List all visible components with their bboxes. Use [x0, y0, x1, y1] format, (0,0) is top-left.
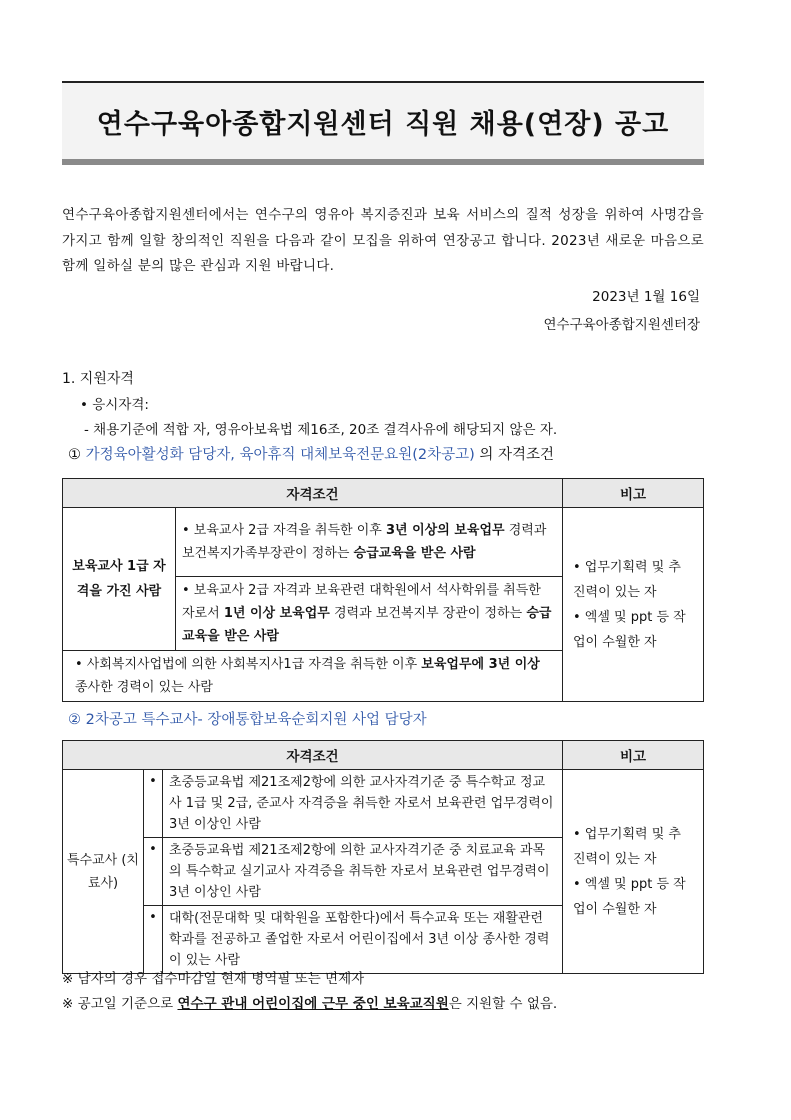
- note-military: ※ 남자의 경우 접수마감일 현재 병역필 또는 면제자: [62, 971, 365, 987]
- table2-header-note: 비고: [563, 741, 704, 770]
- page-title: 연수구육아종합지원센터 직원 채용(연장) 공고: [96, 108, 670, 140]
- subheading-1-number: ①: [68, 447, 81, 463]
- qualification-table-2: [62, 740, 704, 974]
- issuer: 연수구육아종합지원센터장: [543, 317, 700, 333]
- subheading-2: ② 2차공고 특수교사- 장애통합보육순회지원 사업 담당자: [68, 712, 427, 728]
- table2-note: • 업무기획력 및 추진력이 있는 자 • 엑셀 및 ppt 등 작업이 수월한 자: [563, 770, 704, 974]
- intro-paragraph: 연수구육아종합지원센터에서는 연수구의 영유아 복지증진과 보육 서비스의 질적 성장을 위하여 사명감을 가지고 함께 일할 창의적인 직원을 다음과 같이 모집을 위하여 연장공고 합니다. 2023년 새로운 마음으로 함께 일하실 분의 많은 관심과 지원 바랍니다.: [62, 207, 704, 274]
- table2-row-2: 초중등교육법 제21조제2항에 의한 교사자격기준 중 치료교육 과목의 특수학교 실기교사 자격증을 취득한 자로서 보육관련 업무경력이 3년 이상인 사람: [163, 838, 563, 906]
- table2-header-qual: 자격조건: [63, 741, 563, 770]
- table2-row-2-bullet: •: [144, 838, 163, 906]
- subheading-1-position: 가정육아활성화 담당자, 육아휴직 대체보육전문요원(2차공고): [85, 447, 475, 463]
- table1-row-2: • 보육교사 2급 자격과 보육관련 대학원에서 석사학위를 취득한 자로서 1년 이상 보육업무 경력과 보건복지부 장관이 정하는 승급교육을 받은 사람: [176, 577, 563, 651]
- eligibility-detail: - 채용기준에 적합 자, 영유아보육법 제16조, 20조 결격사유에 해당되지 않은 자.: [84, 422, 558, 438]
- title-box: [62, 81, 704, 165]
- eligibility-bullet: • 응시자격:: [80, 397, 149, 413]
- table1-row-3: • 사회복지사업법에 의한 사회복지사1급 자격을 취득한 이후 보육업무에 3년 이상 종사한 경력이 있는 사람: [63, 651, 563, 702]
- table1-header-note: 비고: [563, 479, 704, 508]
- subheading-1-suffix: 의 자격조건: [479, 447, 555, 463]
- subheading-1: [68, 443, 554, 464]
- section-heading: 1. 지원자격: [62, 371, 134, 387]
- table1-label: 보육교사 1급 자격을 가진 사람: [63, 508, 176, 651]
- table1-header-qual: 자격조건: [63, 479, 563, 508]
- qualification-table-1: [62, 478, 704, 702]
- announcement-date: 2023년 1월 16일: [592, 289, 700, 305]
- table2-row-3: 대학(전문대학 및 대학원을 포함한다)에서 특수교육 또는 재활관련 학과를 전공하고 졸업한 자로서 어린이집에서 3년 이상 종사한 경력이 있는 사람: [163, 906, 563, 974]
- table2-row-1-bullet: •: [144, 770, 163, 838]
- table1-note: • 업무기획력 및 추진력이 있는 자 • 엑셀 및 ppt 등 작업이 수월한 자: [563, 508, 704, 702]
- table1-row-1: • 보육교사 2급 자격을 취득한 이후 3년 이상의 보육업무 경력과 보건복지가족부장관이 정하는 승급교육을 받은 사람: [176, 508, 563, 577]
- table2-row-3-bullet: •: [144, 906, 163, 974]
- table2-label: 특수교사 (치료사): [63, 770, 144, 974]
- note-restriction: ※ 공고일 기준으로 연수구 관내 어린이집에 근무 중인 보육교직원은 지원할 수 없음.: [62, 996, 558, 1012]
- table2-row-1: 초중등교육법 제21조제2항에 의한 교사자격기준 중 특수학교 정교사 1급 및 2급, 준교사 자격증을 취득한 자로서 보육관련 업무경력이 3년 이상인 사람: [163, 770, 563, 838]
